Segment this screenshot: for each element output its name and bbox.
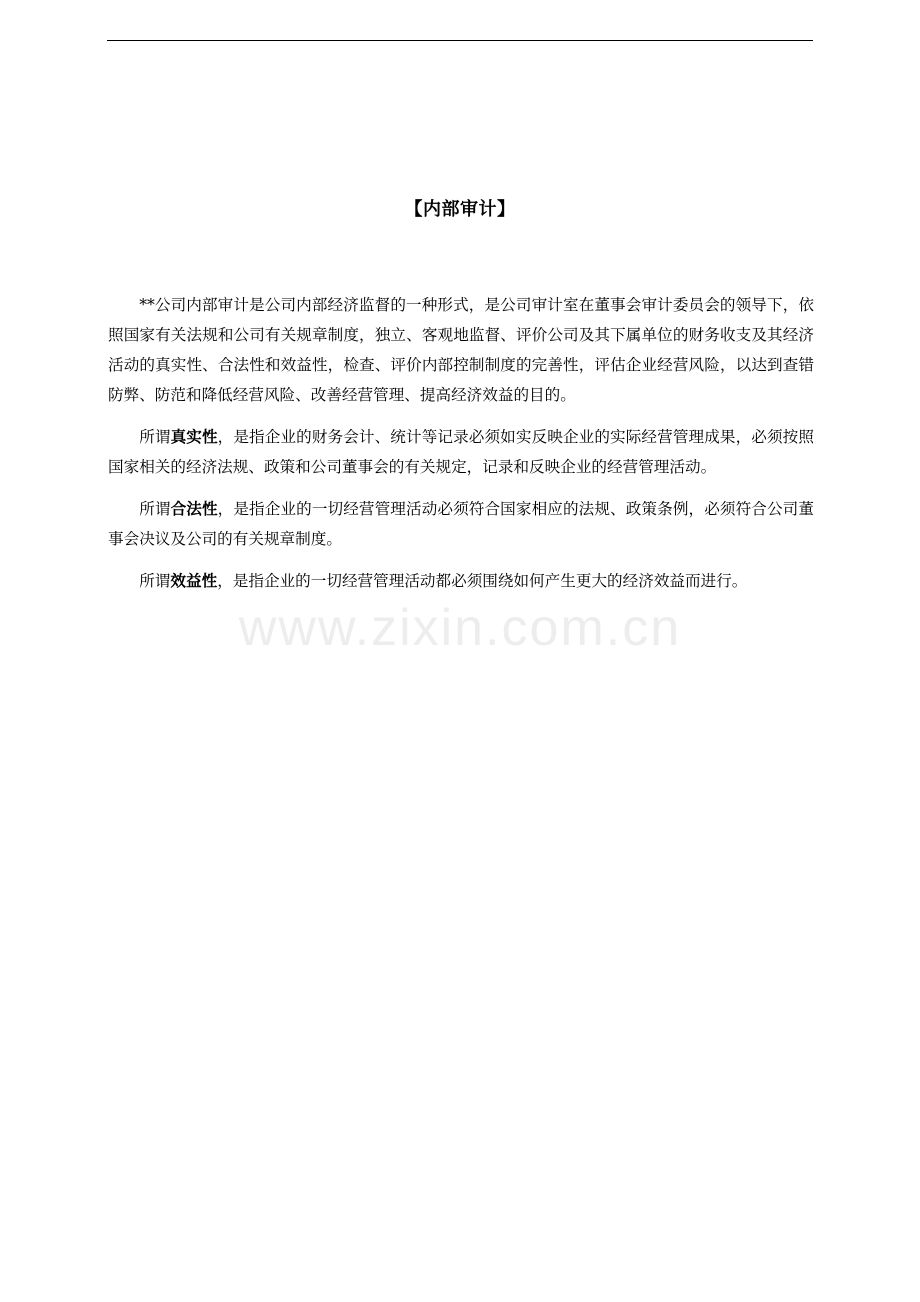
paragraph-lead: 所谓 (139, 572, 171, 590)
term-efficiency: 效益性 (170, 572, 218, 590)
paragraph-legality (108, 494, 814, 554)
paragraph-text: **公司内部审计是公司内部经济监督的一种形式，是公司审计室在董事会审计委员会的领导下，依照国家有关法规和公司有关规章制度，独立、客观地监督、评价公司及其下属单位的财务收支及其经济活动的真实性、合法性和效益性，检查、评价内部控制制度的完善性，评估企业经营风险，以达到查错防弊、防范和降低经营风险、改善经营管理、提高经济效益的目的。 (108, 296, 814, 404)
paragraph-intro (108, 290, 814, 410)
watermark: www.zixin.com.cn (238, 599, 682, 657)
header-rule (107, 40, 813, 41)
paragraph-lead: 所谓 (139, 500, 171, 518)
paragraph-authenticity (108, 422, 814, 482)
paragraph-efficiency (108, 566, 814, 596)
paragraph-lead: 所谓 (139, 428, 171, 446)
term-legality: 合法性 (170, 500, 218, 518)
term-authenticity: 真实性 (170, 428, 218, 446)
paragraph-definition: ，是指企业的一切经营管理活动必须符合国家相应的法规、政策条例，必须符合公司董事会决议及公司的有关规章制度。 (108, 500, 814, 548)
paragraph-definition: ，是指企业的财务会计、统计等记录必须如实反映企业的实际经营管理成果，必须按照国家相关的经济法规、政策和公司董事会的有关规定，记录和反映企业的经营管理活动。 (108, 428, 814, 476)
document-body (108, 290, 814, 608)
page-title: 【内部审计】 (404, 199, 516, 220)
paragraph-definition: ，是指企业的一切经营管理活动都必须围绕如何产生更大的经济效益而进行。 (217, 572, 748, 590)
